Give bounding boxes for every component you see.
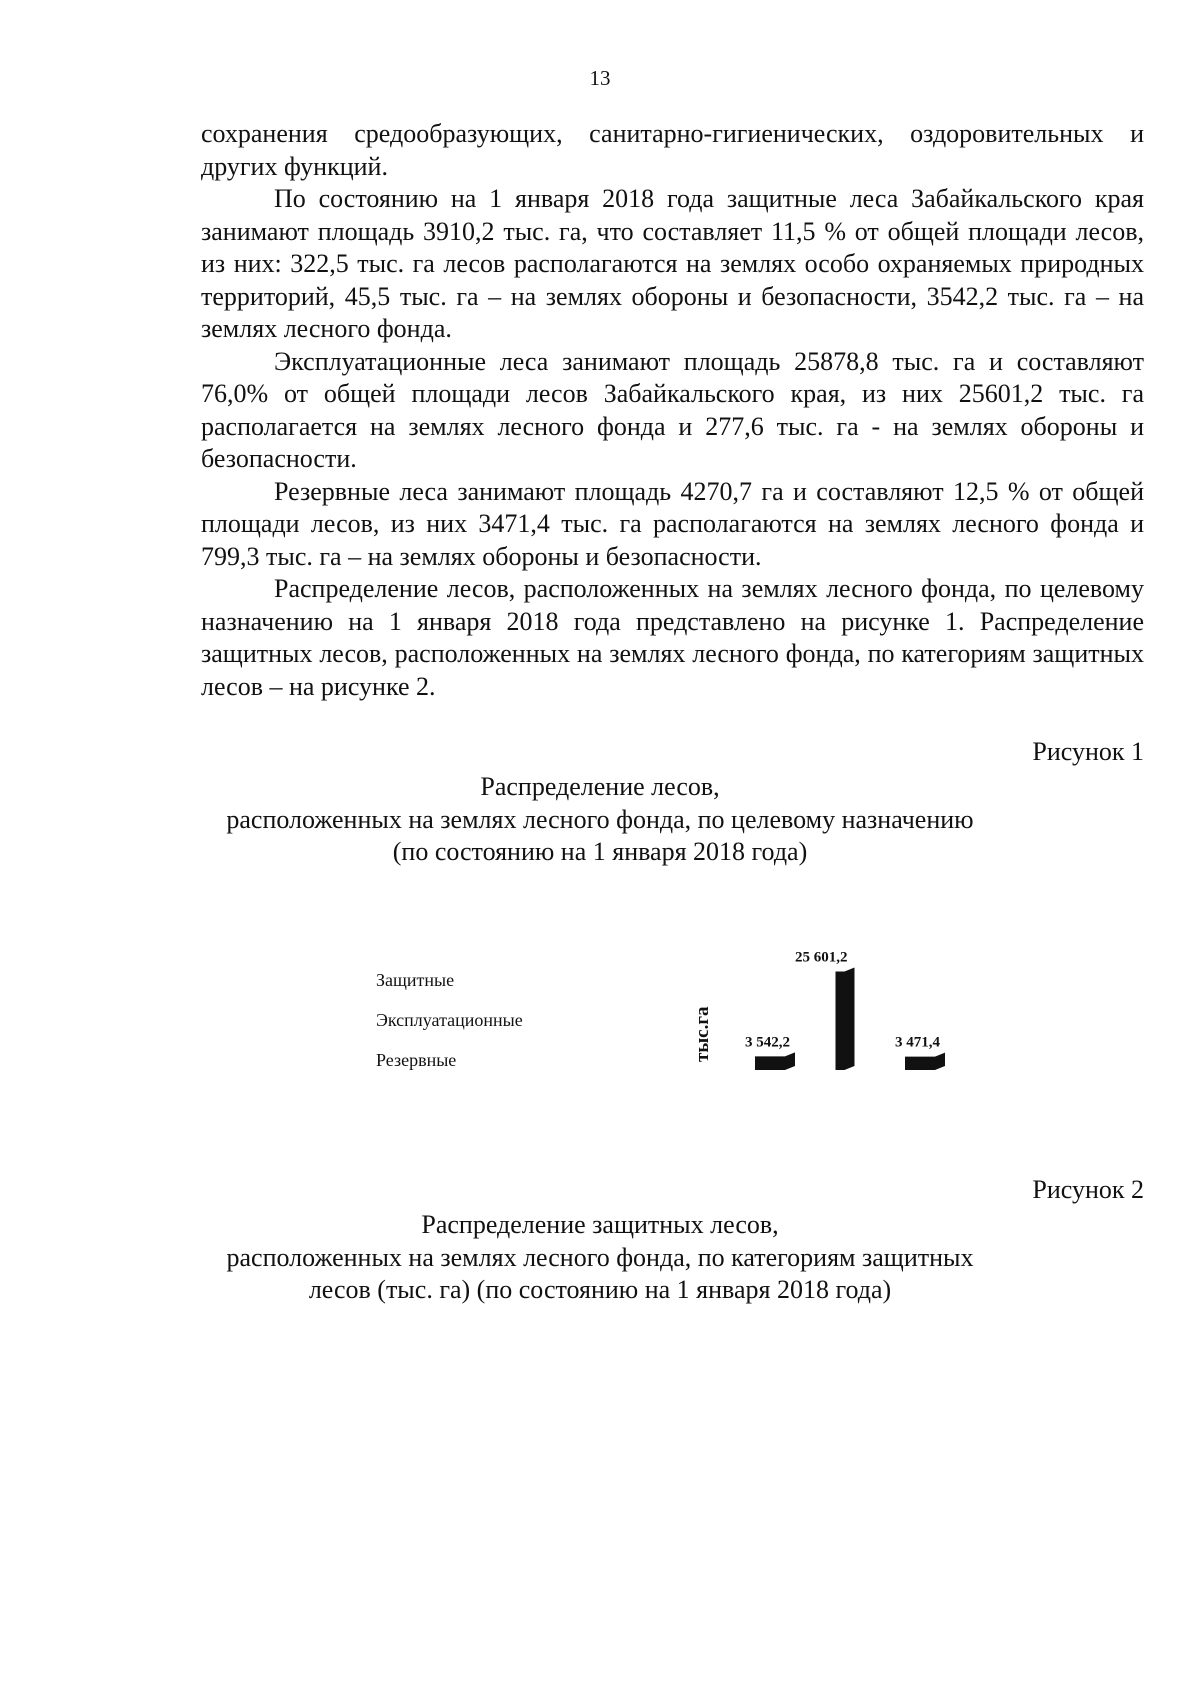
figure2-title (0, 1209, 1200, 1307)
bar-3 (905, 1053, 945, 1070)
chart-plot (360, 950, 1040, 1125)
bar-2 (836, 968, 855, 1070)
figure1-label: Рисунок 1 (1032, 737, 1144, 766)
paragraph: По состоянию на 1 января 2018 года защитные леса Забайкальского края занимают площадь 3910,2 тыс. га, что составляет 11,5 % от общей площади лесов, из них: 322,5 тыс. га лесов располагаются на землях особо охраняемых природных территорий, 45,5 тыс. га – на землях обороны и безопасности, 3542,2 тыс. га – на землях лесного фонда. (201, 184, 1144, 343)
figure1-title-line: Распределение лесов, (480, 772, 720, 801)
paragraph: Эксплуатационные леса занимают площадь 25878,8 тыс. га и составляют 76,0% от общей площади лесов Забайкальского края, из них 25601,2 тыс. га располагается на землях лесного фонда и 277,6 тыс. га - на землях обороны и безопасности. (201, 346, 1144, 473)
y-axis-label: тыс.га (692, 1006, 713, 1062)
page-number: 13 (589, 66, 611, 90)
paragraph: Резервные леса занимают площадь 4270,7 га и составляют 12,5 % от общей площади лесов, из них 3471,4 тыс. га располагаются на землях лесного фонда и 799,3 тыс. га – на землях обороны и безопасности. (201, 476, 1144, 571)
figure1-title-line: (по состоянию на 1 января 2018 года) (392, 837, 808, 866)
legend-entry: Эксплуатационные (376, 1010, 523, 1030)
bar-1 (755, 1052, 795, 1070)
paragraph: Распределение лесов, расположенных на землях лесного фонда, по целевому назначению на 1 января 2018 года представлено на рисунке 1. Распределение защитных лесов, расположенных на землях лесного фонда, по категориям защитных лесов – на рисунке 2. (201, 574, 1144, 701)
figure2-title-line: Распределение защитных лесов, (421, 1210, 779, 1239)
figure1-chart (360, 950, 1040, 1125)
figure2-label: Рисунок 2 (1032, 1175, 1144, 1204)
figure2-title-line: лесов (тыс. га) (по состоянию на 1 января 2018 года) (308, 1275, 892, 1304)
paragraph: сохранения средообразующих, санитарно-гигиенических, оздоровительных и других функций. (201, 119, 1144, 181)
legend-entry: Резервные (376, 1050, 457, 1070)
data-label-3: 3 471,4 (895, 1034, 940, 1051)
figure2-title-line: расположенных на землях лесного фонда, по категориям защитных (226, 1242, 974, 1272)
figure1-title-line: расположенных на землях лесного фонда, по целевому назначению (226, 804, 974, 834)
data-label-1: 3 542,2 (745, 1034, 790, 1051)
legend-entry: Защитные (376, 970, 455, 990)
body-text (201, 118, 1144, 703)
data-label-2: 25 601,2 (795, 950, 848, 966)
figure1-title (0, 771, 1200, 869)
